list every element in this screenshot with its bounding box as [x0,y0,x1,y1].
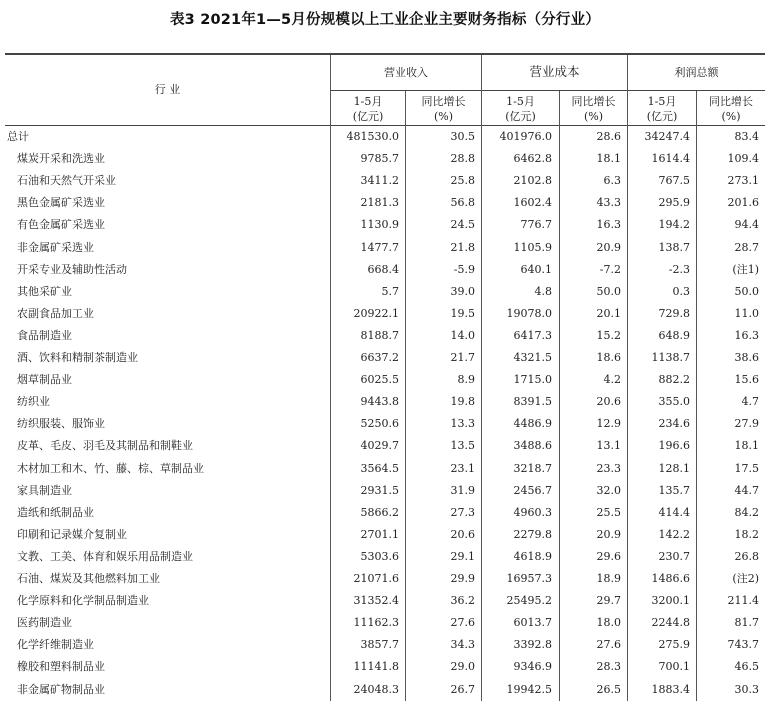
cell-rev-g: 24.5 [450,218,475,231]
cell-profit-g: (注1) [732,263,759,276]
cell-rev: 8188.7 [360,329,399,342]
industry-name: 化学原料和化学制品制造业 [17,594,149,607]
cell-rev: 21071.6 [353,572,399,585]
col-divider [696,91,697,701]
industry-name: 造纸和纸制品业 [17,506,94,519]
col-divider [405,91,406,701]
profit-growth-header [697,94,765,124]
cell-rev-g: 27.6 [450,616,475,629]
cell-cost: 2279.8 [513,528,552,541]
cell-cost: 776.7 [520,218,552,231]
cell-cost: 19942.5 [506,683,552,696]
cost-header: 营业成本 [529,64,580,79]
cell-profit-g: 46.5 [734,660,759,673]
cell-rev-g: 8.9 [457,373,475,386]
cell-rev: 3564.5 [360,462,399,475]
growth-label: 同比增长 [421,95,466,108]
cell-profit: 1138.7 [651,351,690,364]
cell-profit-g: 4.7 [741,395,759,408]
cell-cost-g: 43.3 [596,196,621,209]
industry-name: 文教、工美、体育和娱乐用品制造业 [17,550,193,563]
cell-cost: 6417.3 [513,329,552,342]
cell-cost: 1105.9 [513,241,552,254]
cell-cost: 3218.7 [513,462,552,475]
cell-cost-g: 29.7 [596,594,621,607]
cell-profit: -2.3 [668,263,690,276]
cell-rev: 20922.1 [353,307,399,320]
cell-cost: 6013.7 [513,616,552,629]
cell-rev-g: 28.8 [450,152,475,165]
cell-rev: 5303.6 [360,550,399,563]
cell-rev-g: 36.2 [450,594,475,607]
col-divider [481,55,482,701]
rev-period-header [331,94,405,124]
cell-cost: 16957.3 [506,572,552,585]
industry-name: 皮革、毛皮、羽毛及其制品和制鞋业 [17,439,193,452]
cell-rev-g: 25.8 [450,174,475,187]
cell-rev: 3857.7 [360,638,399,651]
cell-profit-g: 17.5 [734,462,759,475]
cell-profit: 1614.4 [651,152,690,165]
industry-name: 化学纤维制造业 [17,638,94,651]
cell-profit: 882.2 [658,373,690,386]
cell-rev-g: 19.5 [450,307,475,320]
cell-rev: 668.4 [367,263,399,276]
cell-profit: 1486.6 [651,572,690,585]
cell-rev-g: 31.9 [450,484,475,497]
cell-cost: 19078.0 [506,307,552,320]
top-rule [5,53,765,55]
industry-name: 纺织服装、服饰业 [17,417,105,430]
cell-rev: 2931.5 [360,484,399,497]
period-label: 1-5月 [647,95,677,108]
unit-label: (%) [433,110,454,123]
cell-rev: 3411.2 [360,174,399,187]
cell-cost-g: 27.6 [596,638,621,651]
cell-profit: 275.9 [658,638,690,651]
cell-profit: 295.9 [658,196,690,209]
cell-rev: 24048.3 [353,683,399,696]
cell-rev: 4029.7 [360,439,399,452]
cell-rev: 31352.4 [353,594,399,607]
cell-rev-g: 39.0 [450,285,475,298]
industry-name: 其他采矿业 [17,285,72,298]
cell-rev-g: 26.7 [450,683,475,696]
unit-label: (亿元) [505,110,536,123]
cell-cost: 1715.0 [513,373,552,386]
cell-profit: 700.1 [658,660,690,673]
cell-cost: 3392.8 [513,638,552,651]
cell-profit: 414.4 [658,506,690,519]
cell-profit: 194.2 [658,218,690,231]
cell-profit: 34247.4 [644,130,690,143]
cell-cost-g: 26.5 [596,683,621,696]
cell-cost: 6462.8 [513,152,552,165]
cell-profit: 2244.8 [651,616,690,629]
cell-profit: 1883.4 [651,683,690,696]
unit-label: (%) [721,110,741,123]
cell-cost-g: 20.9 [596,241,621,254]
industry-name: 非金属矿物制品业 [17,683,105,696]
cell-profit-g: 18.2 [734,528,759,541]
cell-rev-g: 34.3 [450,638,475,651]
col-divider [330,55,331,701]
cell-cost: 25495.2 [506,594,552,607]
col-divider [559,91,560,701]
industry-name: 纺织业 [17,395,50,408]
cell-profit-g: 50.0 [734,285,759,298]
cell-profit-g: (注2) [732,572,759,585]
cell-cost-g: 18.0 [596,616,621,629]
cell-rev: 5.7 [381,285,399,298]
cell-profit-g: 28.7 [734,241,759,254]
cell-cost: 2456.7 [513,484,552,497]
cell-cost-g: 16.3 [596,218,621,231]
cell-cost-g: 20.1 [596,307,621,320]
cell-rev: 481530.0 [346,130,399,143]
cell-cost: 401976.0 [499,130,552,143]
cell-profit-g: 743.7 [727,638,759,651]
cell-rev-g: 56.8 [450,196,475,209]
cell-rev: 6025.5 [360,373,399,386]
cell-profit-g: 109.4 [727,152,759,165]
industry-name: 烟草制品业 [17,373,72,386]
cell-profit: 648.9 [658,329,690,342]
cell-cost-g: 20.6 [596,395,621,408]
cell-rev-g: -5.9 [453,263,475,276]
cell-rev-g: 27.3 [450,506,475,519]
industry-name: 橡胶和塑料制品业 [17,660,105,673]
cell-profit-g: 38.6 [734,351,759,364]
cell-cost-g: 18.6 [596,351,621,364]
cell-cost-g: -7.2 [599,263,621,276]
cell-profit-g: 81.7 [734,616,759,629]
unit-label: (%) [583,110,604,123]
growth-label: 同比增长 [571,95,616,108]
industry-name: 家具制造业 [17,484,72,497]
cell-rev: 2181.3 [360,196,399,209]
cell-rev-g: 14.0 [450,329,475,342]
industry-name: 石油、煤炭及其他燃料加工业 [17,572,160,585]
cell-rev-g: 21.8 [450,241,475,254]
cell-profit: 128.1 [658,462,690,475]
industry-name: 黑色金属矿采选业 [17,196,105,209]
cell-cost-g: 28.6 [596,130,621,143]
cell-profit-g: 211.4 [727,594,759,607]
industry-name: 煤炭开采和洗选业 [17,152,105,165]
industry-name: 医药制造业 [17,616,72,629]
cell-cost-g: 15.2 [596,329,621,342]
cell-profit: 0.3 [672,285,690,298]
cell-profit: 135.7 [658,484,690,497]
cell-cost: 1602.4 [513,196,552,209]
cell-cost: 4618.9 [513,550,552,563]
cell-profit-g: 27.9 [734,417,759,430]
cell-rev-g: 30.5 [450,130,475,143]
cell-profit-g: 18.1 [734,439,759,452]
cell-profit-g: 83.4 [734,130,759,143]
cell-rev-g: 19.8 [450,395,475,408]
cell-rev: 1130.9 [360,218,399,231]
cell-cost: 4486.9 [513,417,552,430]
cell-rev: 9785.7 [360,152,399,165]
cell-rev-g: 29.9 [450,572,475,585]
cell-rev: 5250.6 [360,417,399,430]
cell-profit: 3200.1 [651,594,690,607]
industry-name: 食品制造业 [17,329,72,342]
unit-label: (亿元) [646,110,678,123]
cell-cost-g: 20.9 [596,528,621,541]
cell-cost-g: 6.3 [603,174,621,187]
cell-profit-g: 44.7 [734,484,759,497]
cell-cost-g: 18.1 [596,152,621,165]
cell-profit: 142.2 [658,528,690,541]
cell-profit-g: 30.3 [734,683,759,696]
cell-rev: 6637.2 [360,351,399,364]
cell-cost-g: 12.9 [596,417,621,430]
industry-name: 农副食品加工业 [17,307,94,320]
cell-rev: 2701.1 [360,528,399,541]
cost-growth-header [560,94,627,124]
cell-rev: 5866.2 [360,506,399,519]
col-divider [627,55,628,701]
cell-profit: 767.5 [658,174,690,187]
cell-profit-g: 26.8 [734,550,759,563]
cell-cost: 9346.9 [513,660,552,673]
cell-rev-g: 21.7 [450,351,475,364]
rev-growth-header [406,94,481,124]
cell-profit: 355.0 [658,395,690,408]
cell-cost-g: 50.0 [596,285,621,298]
cell-rev: 1477.7 [360,241,399,254]
cell-profit: 138.7 [658,241,690,254]
profit-header: 利润总额 [674,66,719,79]
revenue-header: 营业收入 [384,66,428,79]
table-title: 表3 2021年1—5月份规模以上工业企业主要财务指标（分行业） [169,12,601,28]
cell-cost: 4960.3 [513,506,552,519]
cell-rev-g: 13.3 [450,417,475,430]
cell-profit-g: 94.4 [734,218,759,231]
cell-rev-g: 23.1 [450,462,475,475]
cell-rev-g: 13.5 [450,439,475,452]
cell-rev-g: 29.1 [450,550,475,563]
profit-period-header [628,94,696,124]
industry-name: 开采专业及辅助性活动 [17,263,127,276]
period-label: 1-5月 [506,95,535,108]
unit-label: (亿元) [352,110,384,123]
industry-name: 有色金属矿采选业 [17,218,105,231]
cell-profit-g: 201.6 [727,196,759,209]
cell-profit-g: 15.6 [734,373,759,386]
cell-cost-g: 28.3 [596,660,621,673]
cost-period-header [482,94,559,124]
cell-cost: 640.1 [520,263,552,276]
cell-profit-g: 11.0 [734,307,759,320]
cell-profit: 234.6 [658,417,690,430]
header-mid-rule [330,90,765,91]
cell-cost: 8391.5 [513,395,552,408]
industry-name: 酒、饮料和精制茶制造业 [17,351,138,364]
cell-rev-g: 20.6 [450,528,475,541]
industry-name: 印刷和记录媒介复制业 [17,528,127,541]
industry-name: 非金属矿采选业 [17,241,94,254]
industry-header: 行 业 [154,83,181,96]
cell-cost-g: 4.2 [603,373,621,386]
cell-cost: 4321.5 [513,351,552,364]
cell-profit-g: 16.3 [734,329,759,342]
cell-rev: 11141.8 [353,660,399,673]
cell-cost: 3488.6 [513,439,552,452]
cell-cost-g: 18.9 [596,572,621,585]
cell-profit: 196.6 [658,439,690,452]
cell-cost-g: 29.6 [596,550,621,563]
industry-name: 总计 [7,130,29,143]
growth-label: 同比增长 [709,95,753,108]
cell-cost-g: 25.5 [596,506,621,519]
cell-cost: 2102.8 [513,174,552,187]
cell-rev-g: 29.0 [450,660,475,673]
cell-profit: 230.7 [658,550,690,563]
period-label: 1-5月 [353,95,383,108]
cell-cost-g: 13.1 [596,439,621,452]
cell-rev: 11162.3 [353,616,399,629]
cell-cost-g: 32.0 [596,484,621,497]
cell-profit: 729.8 [658,307,690,320]
industry-name: 木材加工和木、竹、藤、棕、草制品业 [17,462,204,475]
cell-profit-g: 84.2 [734,506,759,519]
cell-cost-g: 23.3 [596,462,621,475]
cell-cost: 4.8 [534,285,552,298]
industry-name: 石油和天然气开采业 [17,174,116,187]
cell-rev: 9443.8 [360,395,399,408]
cell-profit-g: 273.1 [727,174,759,187]
